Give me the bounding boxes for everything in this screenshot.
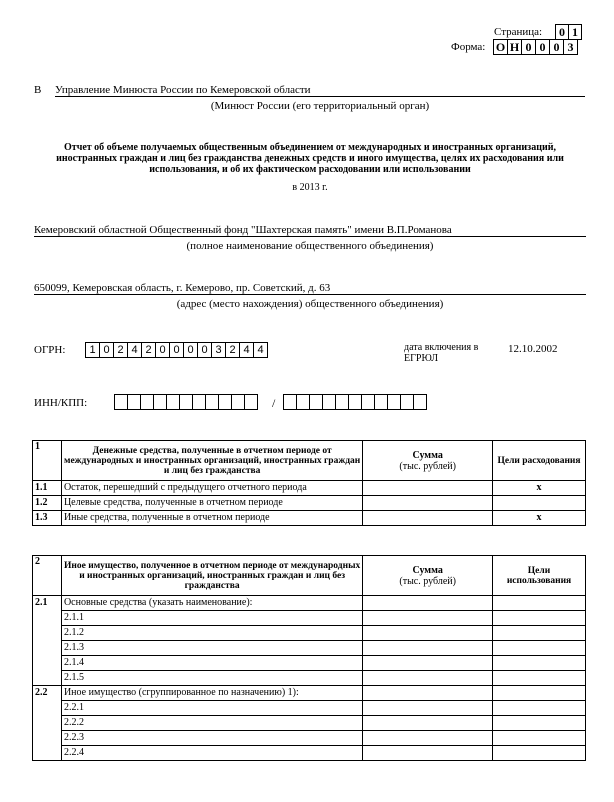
table2-sum-header	[363, 556, 493, 596]
row-purpose[interactable]	[493, 611, 586, 626]
row-number: 1.3	[33, 511, 62, 526]
table2-purpose-header: Цели использования	[493, 556, 586, 596]
row-label: Остаток, перешедший с предыдущего отчетного периода	[61, 481, 362, 496]
row-purpose	[493, 596, 586, 611]
table-row	[33, 731, 586, 746]
form-digit: Н	[507, 39, 522, 55]
recipient-name: Управление Минюста России по Кемеровской области	[55, 84, 585, 97]
section-label: Иное имущество (сгруппированное по назначению) 1):	[61, 686, 362, 701]
inn-cell	[244, 394, 258, 410]
row-sum[interactable]	[363, 511, 493, 526]
item-label: 2.2.1	[61, 701, 362, 716]
ogrn-label: ОГРН:	[34, 344, 66, 356]
inn-cell	[153, 394, 167, 410]
egrul-date-value: 12.10.2002	[508, 343, 558, 355]
row-sum[interactable]	[363, 641, 493, 656]
table-row	[33, 511, 586, 526]
item-label: 2.1.2	[61, 626, 362, 641]
organization-address: 650099, Кемеровская область, г. Кемерово, пр. Советский, д. 63	[34, 282, 586, 295]
organization-address-caption: (адрес (место нахождения) общественного объединения)	[176, 298, 444, 310]
item-label: 2.2.4	[61, 746, 362, 761]
row-mark	[493, 496, 586, 511]
table2-sum-title: Сумма	[412, 564, 443, 576]
kpp-cell	[413, 394, 427, 410]
ogrn-digit: 4	[253, 342, 268, 358]
other-property-table	[32, 555, 586, 761]
inn-cell	[114, 394, 128, 410]
inn-kpp-label: ИНН/КПП:	[34, 397, 88, 409]
kpp-cell	[387, 394, 401, 410]
kpp-boxes	[284, 394, 427, 410]
row-mark: x	[493, 511, 586, 526]
table1-sum-unit: (тыс. рублей)	[399, 460, 456, 472]
row-purpose[interactable]	[493, 671, 586, 686]
table2-sum-unit: (тыс. рублей)	[399, 575, 456, 587]
table1-sum-title: Сумма	[412, 449, 443, 461]
row-purpose[interactable]	[493, 716, 586, 731]
row-sum[interactable]	[363, 626, 493, 641]
page-digit: 1	[568, 24, 582, 40]
row-sum[interactable]	[363, 611, 493, 626]
ogrn-digit: 0	[183, 342, 198, 358]
table1-sum-header	[363, 441, 493, 481]
table-row	[33, 656, 586, 671]
row-sum[interactable]	[363, 671, 493, 686]
inn-kpp-slash: /	[272, 396, 276, 410]
inn-cell	[192, 394, 206, 410]
row-sum[interactable]	[363, 701, 493, 716]
item-label: 2.2.3	[61, 731, 362, 746]
inn-cell	[140, 394, 154, 410]
table-row	[33, 596, 586, 611]
ogrn-digit: 1	[85, 342, 100, 358]
form-digit: 3	[563, 39, 578, 55]
table-row	[33, 686, 586, 701]
kpp-cell	[361, 394, 375, 410]
inn-cell	[205, 394, 219, 410]
table-row	[33, 701, 586, 716]
row-sum[interactable]	[363, 716, 493, 731]
row-sum[interactable]	[363, 656, 493, 671]
recipient-caption: (Минюст России (его территориальный орган)	[210, 100, 430, 112]
table-row	[33, 626, 586, 641]
ogrn-boxes	[86, 342, 268, 358]
ogrn-digit: 0	[155, 342, 170, 358]
table1-title: Денежные средства, полученные в отчетном периоде от международных и иностранных организаций, иностранных граждан и лиц без гражданства	[61, 441, 362, 481]
recipient-prefix: В	[34, 84, 42, 96]
inn-cell	[127, 394, 141, 410]
ogrn-digit: 0	[169, 342, 184, 358]
form-digit: 0	[521, 39, 536, 55]
kpp-cell	[374, 394, 388, 410]
table-row	[33, 641, 586, 656]
ogrn-digit: 0	[99, 342, 114, 358]
ogrn-digit: 2	[113, 342, 128, 358]
row-purpose	[493, 686, 586, 701]
row-mark: x	[493, 481, 586, 496]
page-number-boxes	[556, 24, 582, 40]
form-label: Форма:	[451, 41, 486, 53]
inn-cell	[231, 394, 245, 410]
kpp-cell	[400, 394, 414, 410]
row-sum[interactable]	[363, 731, 493, 746]
row-purpose[interactable]	[493, 641, 586, 656]
inn-cell	[179, 394, 193, 410]
table-row	[33, 496, 586, 511]
table-row	[33, 481, 586, 496]
ogrn-digit: 4	[239, 342, 254, 358]
page-label: Страница:	[494, 26, 543, 38]
egrul-date-label: дата включения в ЕГРЮЛ	[404, 342, 479, 364]
table-row	[33, 671, 586, 686]
item-label: 2.1.4	[61, 656, 362, 671]
table2-title: Иное имущество, полученное в отчетном периоде от международных и иностранных организаций, иностранных граждан и лиц без гражданства	[61, 556, 362, 596]
row-sum	[363, 596, 493, 611]
row-sum	[363, 686, 493, 701]
page-digit: 0	[555, 24, 569, 40]
item-label: 2.2.2	[61, 716, 362, 731]
item-label: 2.1.3	[61, 641, 362, 656]
row-purpose[interactable]	[493, 626, 586, 641]
kpp-cell	[322, 394, 336, 410]
inn-cell	[218, 394, 232, 410]
cash-funds-table	[32, 440, 586, 526]
row-label: Иные средства, полученные в отчетном периоде	[61, 511, 362, 526]
form-digit: О	[493, 39, 508, 55]
row-purpose[interactable]	[493, 746, 586, 761]
inn-cell	[166, 394, 180, 410]
report-year: в 2013 г.	[292, 182, 328, 193]
table2-number: 2	[33, 556, 62, 596]
table-row	[33, 611, 586, 626]
table1-purpose-header: Цели расходования	[493, 441, 586, 481]
organization-name-caption: (полное наименование общественного объединения)	[186, 240, 434, 252]
form-digit: 0	[549, 39, 564, 55]
row-number: 1.2	[33, 496, 62, 511]
inn-boxes	[115, 394, 258, 410]
table-row	[33, 716, 586, 731]
ogrn-digit: 2	[225, 342, 240, 358]
section-number: 2.1	[33, 596, 62, 686]
row-sum[interactable]	[363, 746, 493, 761]
row-number: 1.1	[33, 481, 62, 496]
row-purpose[interactable]	[493, 701, 586, 716]
kpp-cell	[296, 394, 310, 410]
organization-name: Кемеровский областной Общественный фонд "Шахтерская память" имени В.П.Романова	[34, 224, 586, 237]
ogrn-digit: 3	[211, 342, 226, 358]
ogrn-digit: 4	[127, 342, 142, 358]
kpp-cell	[283, 394, 297, 410]
row-label: Целевые средства, полученные в отчетном периоде	[61, 496, 362, 511]
table1-number: 1	[33, 441, 62, 481]
row-sum[interactable]	[363, 481, 493, 496]
item-label: 2.1.5	[61, 671, 362, 686]
kpp-cell	[348, 394, 362, 410]
kpp-cell	[309, 394, 323, 410]
form-digit: 0	[535, 39, 550, 55]
row-purpose[interactable]	[493, 731, 586, 746]
section-label: Основные средства (указать наименование):	[61, 596, 362, 611]
row-purpose[interactable]	[493, 656, 586, 671]
report-title: Отчет об объеме получаемых общественным объединением от международных и иностранных организаций, иностранных граждан и лиц без гражданства денежных средств и иного имущества, целях их расходования или использования, и об их фактическом расходовании или использовании	[56, 142, 564, 175]
kpp-cell	[335, 394, 349, 410]
ogrn-digit: 2	[141, 342, 156, 358]
section-number: 2.2	[33, 686, 62, 761]
form-code-boxes	[494, 39, 578, 55]
row-sum[interactable]	[363, 496, 493, 511]
table-row	[33, 746, 586, 761]
item-label: 2.1.1	[61, 611, 362, 626]
ogrn-digit: 0	[197, 342, 212, 358]
